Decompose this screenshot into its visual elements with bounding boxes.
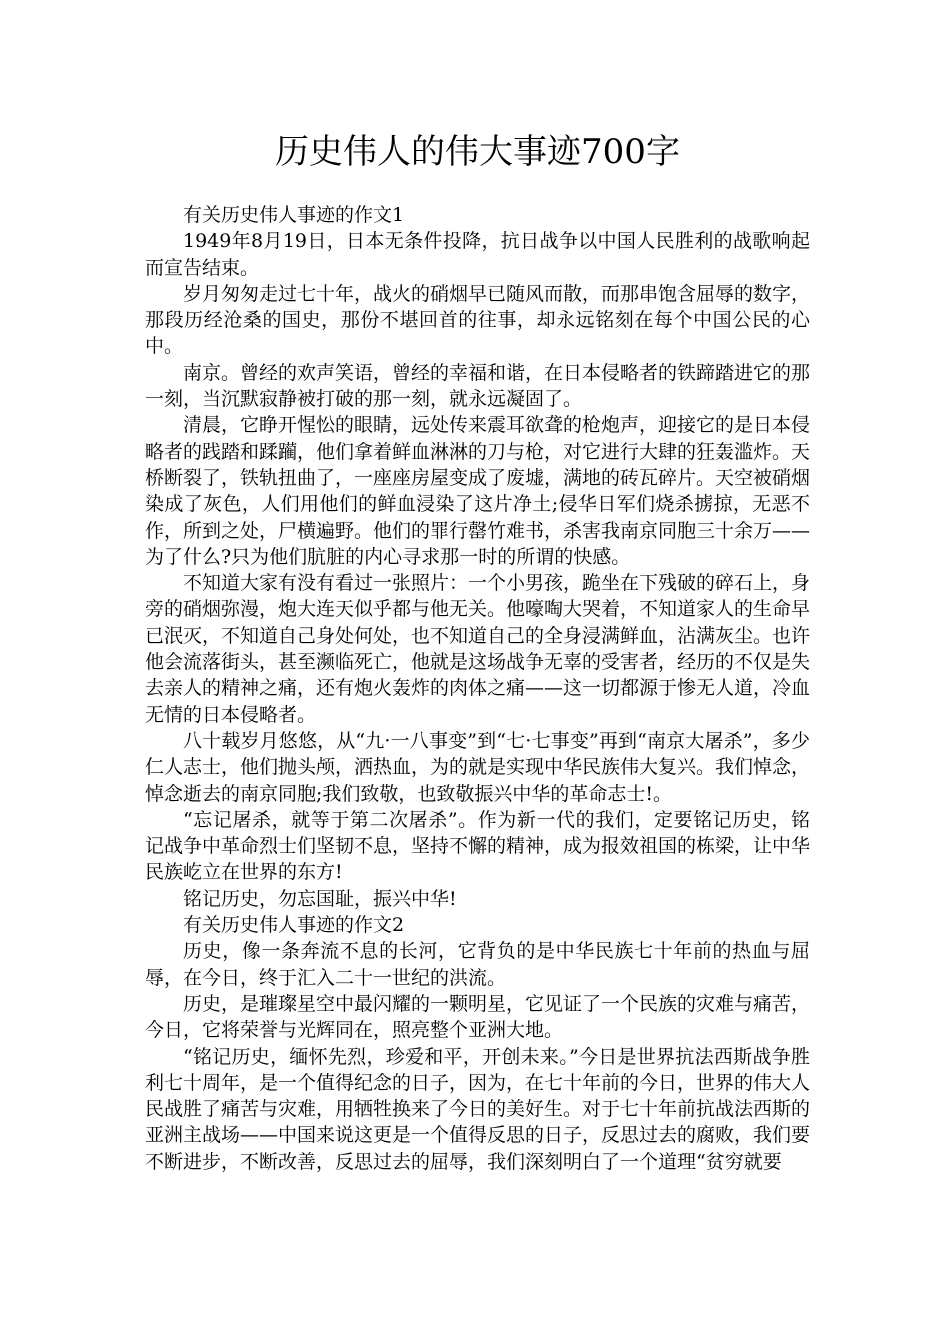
paragraph: 1949年8月19日，日本无条件投降，抗日战争以中国人民胜利的战歌响起而宣告结束。: [145, 230, 810, 279]
paragraph: 不知道大家有没有看过一张照片：一个小男孩，跪坐在下残破的碎石上，身旁的硝烟弥漫，炮大连天似乎都与他无关。他嚎啕大哭着，不知道家人的生命早已泯灭，不知道自己身处何处，也不知道自己的全身浸满鲜血，沾满灰尘。也许他会流落街头，甚至濒临死亡，他就是这场战争无辜的受害者，经历的不仅是失去亲人的精神之痛，还有炮火轰炸的肉体之痛——这一切都源于惨无人道，冷血无情的日本侵略者。: [145, 572, 811, 726]
paragraph: 八十载岁月悠悠，从“九·一八事变”到“七·七事变”再到“南京大屠杀”，多少仁人志士，他们抛头颅，洒热血，为的就是实现中华民族伟大复兴。我们悼念，悼念逝去的南京同胞;我们致敬，也致敬振兴中华的革命志士!。: [145, 729, 811, 805]
document-body: [145, 202, 810, 1175]
paragraph: “铭记历史，缅怀先烈，珍爱和平，开创未来。”今日是世界抗法西斯战争胜利七十周年，是一个值得纪念的日子，因为，在七十年前的今日，世界的伟大人民战胜了痛苦与灾难，用牺牲换来了今日的美好生。对于七十年前抗战法西斯的亚洲主战场——中国来说这更是一个值得反思的日子，反思过去的腐败，我们要不断进步，不断改善，反思过去的屈辱，我们深刻明白了一个道理“贫穷就要: [145, 1045, 811, 1173]
essay-heading-2: 有关历史伟人事迹的作文2: [183, 914, 405, 937]
paragraph: 清晨，它睁开惺忪的眼睛，远处传来震耳欲聋的枪炮声，迎接它的是日本侵略者的践踏和蹂躏，他们拿着鲜血淋淋的刀与枪，对它进行大肆的狂轰滥炸。天桥断裂了，铁轨扭曲了，一座座房屋变成了废墟，满地的砖瓦碎片。天空被硝烟染成了灰色，人们用他们的鲜血浸染了这片净土;侵华日军们烧杀掳掠，无恶不作，所到之处，尸横遍野。他们的罪行罄竹难书，杀害我南京同胞三十余万——为了什么?只为他们肮脏的内心寻求那一时的所谓的快感。: [145, 414, 811, 568]
document-title: 历史伟人的伟大事迹700字: [275, 132, 680, 172]
essay-heading-1: 有关历史伟人事迹的作文1: [183, 204, 405, 226]
document-page: [145, 128, 810, 1175]
paragraph: 历史，是璀璨星空中最闪耀的一颗明星，它见证了一个民族的灾难与痛苦，今日，它将荣誉与光辉同在，照亮整个亚洲大地。: [145, 992, 811, 1042]
paragraph: 南京。曾经的欢声笑语，曾经的幸福和谐，在日本侵略者的铁蹄踏进它的那一刻，当沉默寂静被打破的那一刻，就永远凝固了。: [145, 361, 811, 411]
paragraph: 铭记历史，勿忘国耻，振兴中华!: [183, 887, 457, 910]
paragraph: 岁月匆匆走过七十年，战火的硝烟早已随风而散，而那串饱含屈辱的数字，那段历经沧桑的国史，那份不堪回首的往事，却永远铭刻在每个中国公民的心中。: [145, 282, 811, 358]
paragraph: “忘记屠杀，就等于第二次屠杀”。作为新一代的我们，定要铭记历史，铭记战争中革命烈士们坚韧不息，坚持不懈的精神，成为报效祖国的栋梁，让中华民族屹立在世界的东方!: [145, 808, 811, 884]
paragraph: 历史，像一条奔流不息的长河，它背负的是中华民族七十年前的热血与屈辱，在今日，终于汇入二十一世纪的洪流。: [145, 940, 810, 989]
